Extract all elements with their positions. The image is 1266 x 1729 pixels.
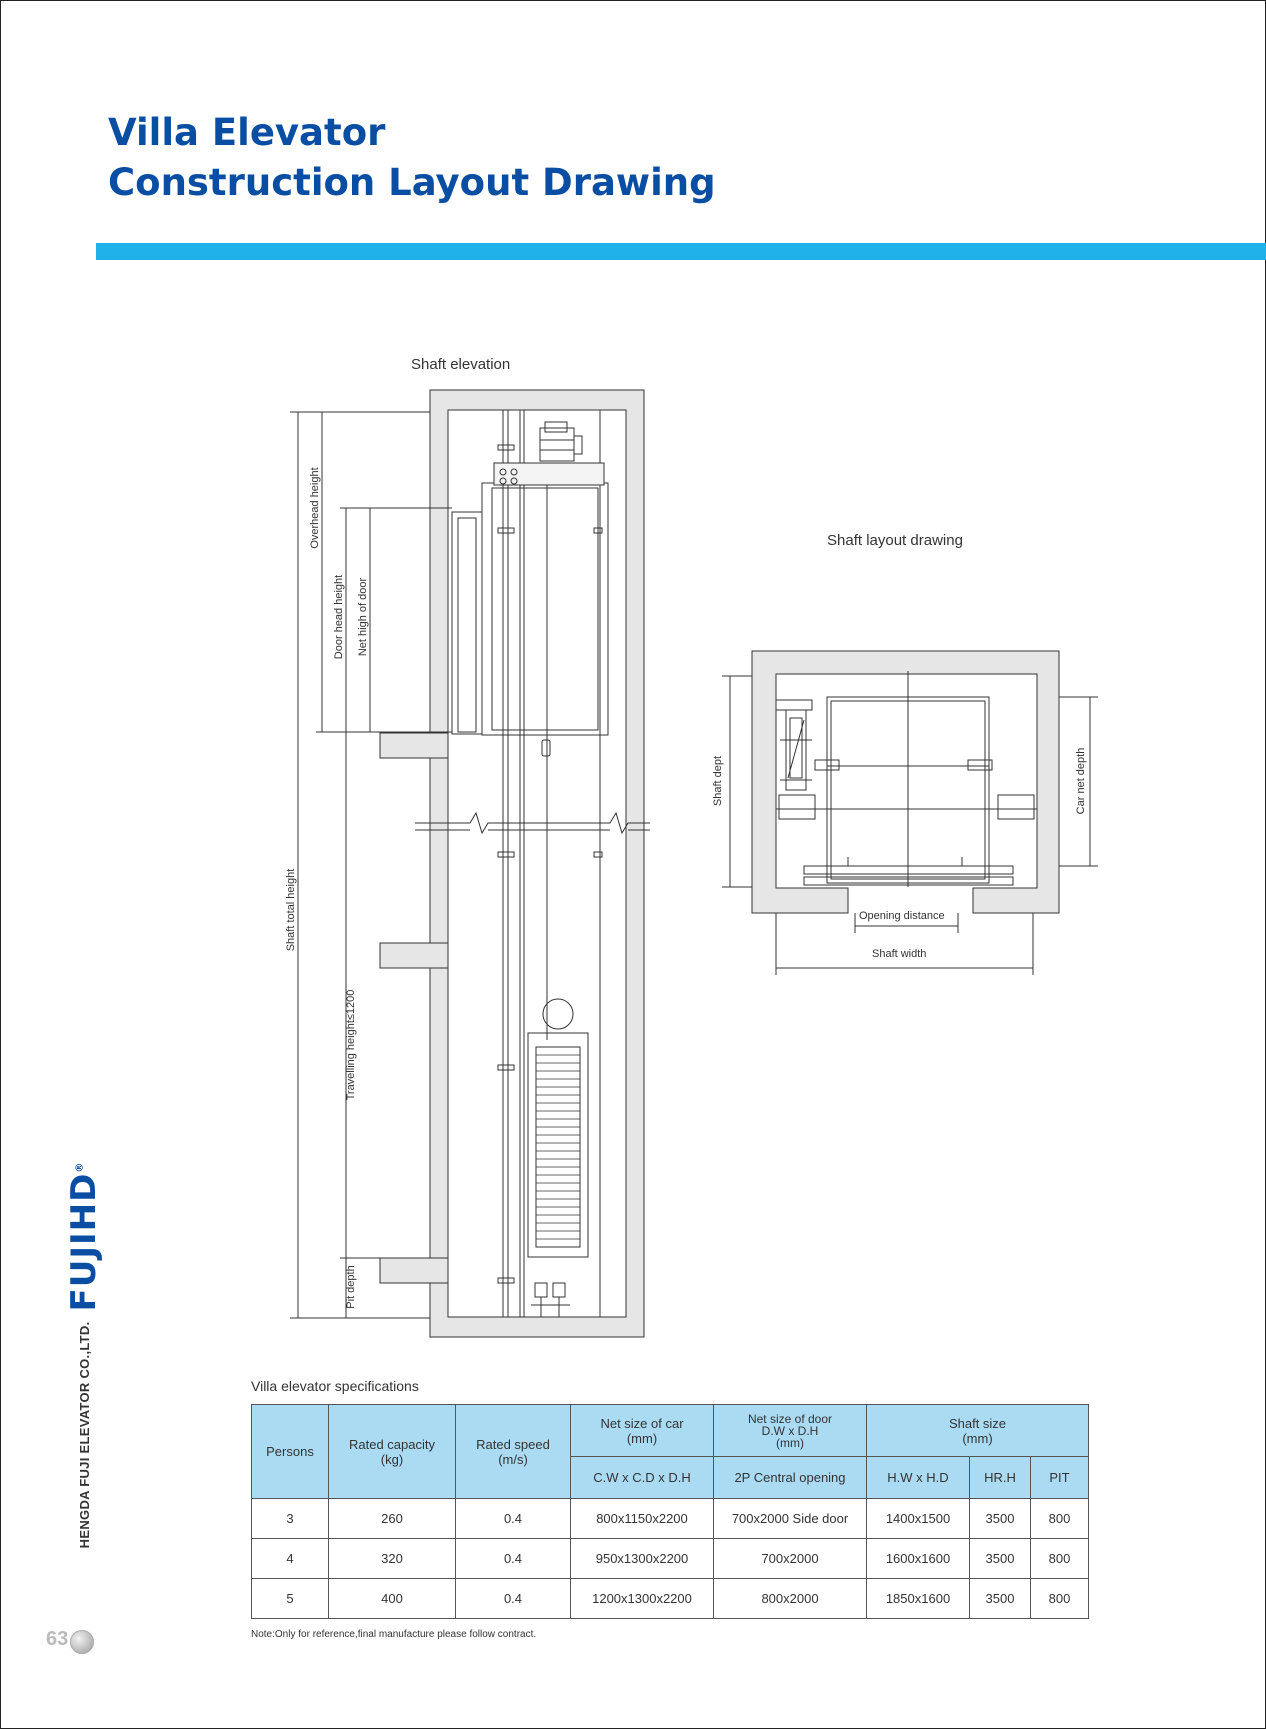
cell-car: 800x1150x2200 (571, 1499, 714, 1539)
cell-capacity: 260 (329, 1499, 456, 1539)
cell-door: 700x2000 (714, 1539, 867, 1579)
shaft-total-height-label: Shaft total height (285, 868, 297, 952)
shaft-dept-label: Shaft dept (712, 755, 724, 807)
cell-car: 1200x1300x2200 (571, 1579, 714, 1619)
landing-slab (380, 1258, 448, 1283)
landing-slab (380, 943, 448, 968)
overhead-height-label: Overhead height (309, 467, 321, 549)
header-net-door: Net size of door D.W x D.H (mm) (714, 1405, 867, 1457)
header-car-dims: C.W x C.D x D.H (571, 1457, 714, 1499)
cell-shaft: 1850x1600 (867, 1579, 970, 1619)
opening-distance-label: Opening distance (859, 910, 945, 922)
net-high-of-door-label: Net high of door (357, 577, 369, 657)
cell-car: 950x1300x2200 (571, 1539, 714, 1579)
company-name: HENGDA FUJI ELEVATOR CO.,LTD. (76, 1321, 92, 1549)
spec-caption: Villa elevator specifications (251, 1378, 419, 1394)
header-rated-capacity: Rated capacity (kg) (329, 1405, 456, 1499)
disc-icon (70, 1630, 94, 1654)
cell-pit: 800 (1031, 1539, 1089, 1579)
car-net-depth-label: Car net depth (1075, 747, 1087, 815)
header-persons: Persons (252, 1405, 329, 1499)
door-head-height-label: Door head height (333, 574, 345, 660)
layout-title: Shaft layout drawing (827, 532, 963, 549)
page-number: 63 (46, 1628, 106, 1654)
header-rated-speed: Rated speed (m/s) (456, 1405, 571, 1499)
cell-speed: 0.4 (456, 1499, 571, 1539)
header-shaft-hw-hd: H.W x H.D (867, 1457, 970, 1499)
cell-persons: 5 (252, 1579, 329, 1619)
travelling-height-label: Travelling height≤1200 (345, 989, 357, 1101)
title-line-2: Construction Layout Drawing (108, 161, 716, 204)
shaft-width-label: Shaft width (872, 948, 927, 960)
header-hrh: HR.H (970, 1457, 1031, 1499)
table-row (252, 1539, 1089, 1579)
cell-persons: 4 (252, 1539, 329, 1579)
cell-hrh: 3500 (970, 1499, 1031, 1539)
header-door-type: 2P Central opening (714, 1457, 867, 1499)
cell-capacity: 400 (329, 1579, 456, 1619)
table-row (252, 1499, 1089, 1539)
elevation-title: Shaft elevation (411, 356, 511, 373)
traction-machine (540, 428, 574, 461)
buffer (535, 1283, 547, 1297)
header-net-car: Net size of car (mm) (571, 1405, 714, 1457)
cell-shaft: 1600x1600 (867, 1539, 970, 1579)
buffer (553, 1283, 565, 1297)
pit-depth-label: Pit depth (345, 1265, 357, 1309)
cell-hrh: 3500 (970, 1579, 1031, 1619)
cell-capacity: 320 (329, 1539, 456, 1579)
cell-door: 800x2000 (714, 1579, 867, 1619)
cell-pit: 800 (1031, 1579, 1089, 1619)
cell-speed: 0.4 (456, 1539, 571, 1579)
header-shaft-size: Shaft size (mm) (867, 1405, 1089, 1457)
cell-shaft: 1400x1500 (867, 1499, 970, 1539)
cell-door: 700x2000 Side door (714, 1499, 867, 1539)
cell-hrh: 3500 (970, 1539, 1031, 1579)
shaft-wall (430, 390, 644, 1337)
registered-mark: ® (74, 1161, 86, 1173)
cell-persons: 3 (252, 1499, 329, 1539)
table-row (252, 1579, 1089, 1619)
elevator-car (482, 483, 608, 735)
landing-door (452, 512, 482, 734)
brand-logo: FUJIHD® (64, 1161, 104, 1312)
cell-pit: 800 (1031, 1499, 1089, 1539)
title-line-1: Villa Elevator (108, 111, 386, 154)
footnote: Note:Only for reference,final manufacture please follow contract. (251, 1629, 537, 1640)
brand-strip (64, 1162, 104, 1549)
spec-table (251, 1404, 1089, 1619)
landing-slab (380, 733, 448, 758)
cell-speed: 0.4 (456, 1579, 571, 1619)
header-pit: PIT (1031, 1457, 1089, 1499)
